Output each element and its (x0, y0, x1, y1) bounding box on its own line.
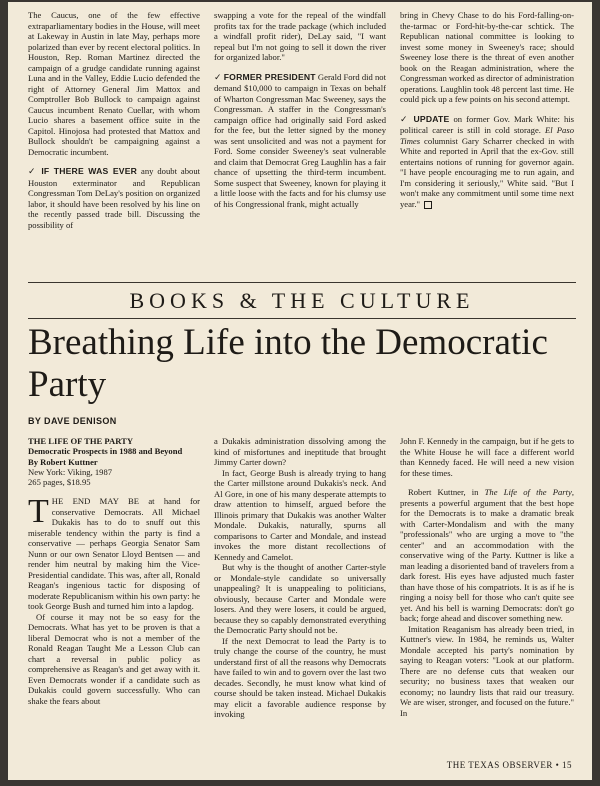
paragraph: bring in Chevy Chase to do his Ford-falling-on-the-tarmac or Ford-hit-by-the-car schtick. The Republican national committee is looking to invest some money in Sweeney's race; should Sweeney lose there is the threat of even another book on the Reagan administration, where the Congressman worked as director of administration operations. Laughlin took 48 percent last time. He could pick up a few points on his second attempt. (400, 10, 574, 104)
book-title-italic: The Life of the Party (484, 487, 572, 497)
book-author: By Robert Kuttner (28, 456, 98, 467)
paragraph-text: , presents a powerful argument that the best hope for the Democrats is to make a dramatic break with Carter-Mondalism and with the many "professionals" who are urging a move to "the center" and an accommodation with the conservative wing of the Party. Kuttner is like a man leading a disoriented band of travelers from a dark forest. His eyes have adjusted much faster than have those of his compatriots. It is as if he is ringing a noisy bell for those who can't quite see yet. And his bell is warning Democrats: don't go back; forge ahead and discover something new. (400, 487, 574, 623)
drop-cap: T (28, 493, 49, 531)
paragraph: In fact, George Bush is already trying to hang the Carter millstone around Dukakis's neck. And Al Gore, in one of his many desperate attempts to draw attention to himself, argued before the Illinois primary that Dukakis was another Walter Mondale. Dukakis, naturally, spurns all comparisons to Carter and Mondale, and instead invokes the more distant recollections of Kennedy and Camelot. (214, 467, 386, 562)
top-column-2 (214, 10, 386, 209)
paragraph: If the next Democrat to lead the Party is to truly change the course of the country, he must understand first of all the reasons why Democrats have failed to win and to govern over the last two decades. Secondly, he must know what kind of course should be taken instead. Michael Dukakis may elicit a favorable audience response by invoking (214, 635, 386, 719)
item-text: on former Gov. Mark White: his political career is still in cold storage. (400, 113, 574, 135)
book-pages-price: 265 pages, $18.95 (28, 477, 91, 488)
item-heading: IF THERE WAS EVER (41, 166, 138, 176)
check-mark-icon: ✓ (28, 167, 38, 177)
section-rule-top (28, 282, 576, 283)
paragraph-text: HE END MAY BE at hand for conservative Democrats. All Michael Dukakis has to do to snuff out this miserable tendency within the party is find a conservative — perhaps Georgia Senator Sam Nunn or our own Senator Lloyd Bentsen — and render him neutral by making him the Vice-Presidential candidate. This was, after all, Ronald Reagan's ingenious tactic for disposing of moderate Republicanism within his own party: he took George Bush and turned him into a lapdog. (28, 496, 200, 612)
item-text: Gerald Ford did not demand $10,000 to campaign in Texas on behalf of Wharton Congressman Mac Sweeney, says the Congressman. A staffer in the Congressman's campaign office had originally said Ford asked for the fee, but the letter signed by the money was sent unsolicited and was not a payment for Ford. Some consider Sweeney's seat vulnerable and claim that Democrat Greg Laughlin has a fair chance of upsetting the third-term incumbent. Some suspect that Sweeney, known for playing it a little loose with the facts and for his clumsy use of his Congressional frank, might actually (214, 71, 386, 209)
article-column-2 (214, 436, 386, 720)
check-mark-icon: ✓ (214, 72, 222, 83)
byline: BY DAVE DENISON (28, 416, 117, 426)
item-paragraph (400, 114, 574, 210)
section-rule-bottom (28, 318, 576, 319)
item-text: any doubt about Houston exterminator and Republican Congressman Tom DeLay's position on organized labor, it should have been resolved by his line on the recently passed trade bill. Discussing the possibility of (28, 166, 201, 230)
top-column-1 (28, 10, 200, 230)
book-subtitle: Democratic Prospects in 1988 and Beyond (28, 446, 183, 457)
paragraph-text: Robert Kuttner, in (408, 487, 485, 497)
paragraph: But why is the thought of another Carter-style or Mondale-style candidate so universally unappealing? It is unappealing to politicians, obviously, because Carter and Mondale were losers. And they were losers, it could be argued, because they so capably demonstrated everything the Democratic Party should not be. (214, 562, 386, 635)
paragraph (28, 493, 200, 612)
item-heading: UPDATE (413, 113, 450, 124)
end-mark-icon (424, 201, 432, 209)
book-publisher: New York: Viking, 1987 (28, 466, 113, 477)
paragraph: John F. Kennedy in the campaign, but if he gets to the White House he will face a different world than Kennedy faced. He will need a new vision for these times. (400, 436, 574, 478)
article-title: Breathing Life into the Democratic Party (28, 322, 548, 405)
article-column-3 (400, 436, 574, 718)
paragraph (400, 487, 574, 624)
book-info (28, 436, 200, 487)
item-text: columnist Gary Scharrer checked in with White and reported in April that the ex-Gov. still entertains notions of running for governor again. "I have people encouraging me to run again, and I'm considering it seriously," White said. "But I won't make any commitment until some time next year." (400, 135, 574, 209)
page-footer: THE TEXAS OBSERVER • 15 (446, 760, 572, 770)
item-paragraph (214, 72, 386, 210)
paragraph: swapping a vote for the repeal of the windfall profits tax for the trade package (which included a windfall profit rider), DeLay said, "I want repeal but I'm not going to sell it down the river for organized labor." (214, 10, 386, 62)
item-text-italic: El Paso Times (400, 125, 574, 146)
paragraph: a Dukakis administration dissolving among the kind of misfortunes and ineptitude that brought Jimmy Carter down? (214, 436, 386, 467)
top-column-3 (400, 10, 574, 209)
check-mark-icon: ✓ (400, 114, 410, 125)
paragraph: The Caucus, one of the few effective extraparliamentary bodies in the House, will meet at Lakeway in Austin in late May, perhaps more polarized than ever by recent electoral politics. In Houston, Rep. Roman Martinez directed the campaign of a grudge candidate running against Luna and in the Valley, Eddie Lucio defended the right of Attorney General Jim Mattox and Comptroller Bob Bullock to campaign against Caucus incumbent Renato Cuellar, with whom Lucio shares a basement office suite in the Capitol. Hinojosa had protested that Mattox and Bullock shouldn't be campaigning against a Democratic incumbent. (28, 10, 200, 157)
magazine-page (8, 2, 592, 780)
item-heading: FORMER PRESIDENT (223, 71, 316, 82)
book-title: THE LIFE OF THE PARTY (28, 436, 134, 446)
paragraph: Imitation Reaganism has already been tried, in Kuttner's view. In 1984, he reminds us, Walter Mondale accepted his party's nomination by saying to Reagan voters: "Look at our platform. There are no defense cuts that weaken our security; no business taxes that weaken our economy; no laundry lists that raid our treasury. We are wiser, stronger, and focused on the future." In (400, 623, 574, 718)
item-paragraph (28, 166, 200, 230)
paragraph: Of course it may not be so easy for the Democrats. What has yet to be proven is that a liberal Democrat who is not a member of the Ronald Reagan Taught Me a Lesson Club can chart a reversal in public policy as comprehensive as Reagan's and get away with it. Even Democrats wonder if a candidate such as Dukakis could govern successfully. Who can shake the fears about (28, 611, 200, 706)
article-column-1 (28, 436, 200, 706)
section-heading: BOOKS & THE CULTURE (129, 288, 475, 313)
